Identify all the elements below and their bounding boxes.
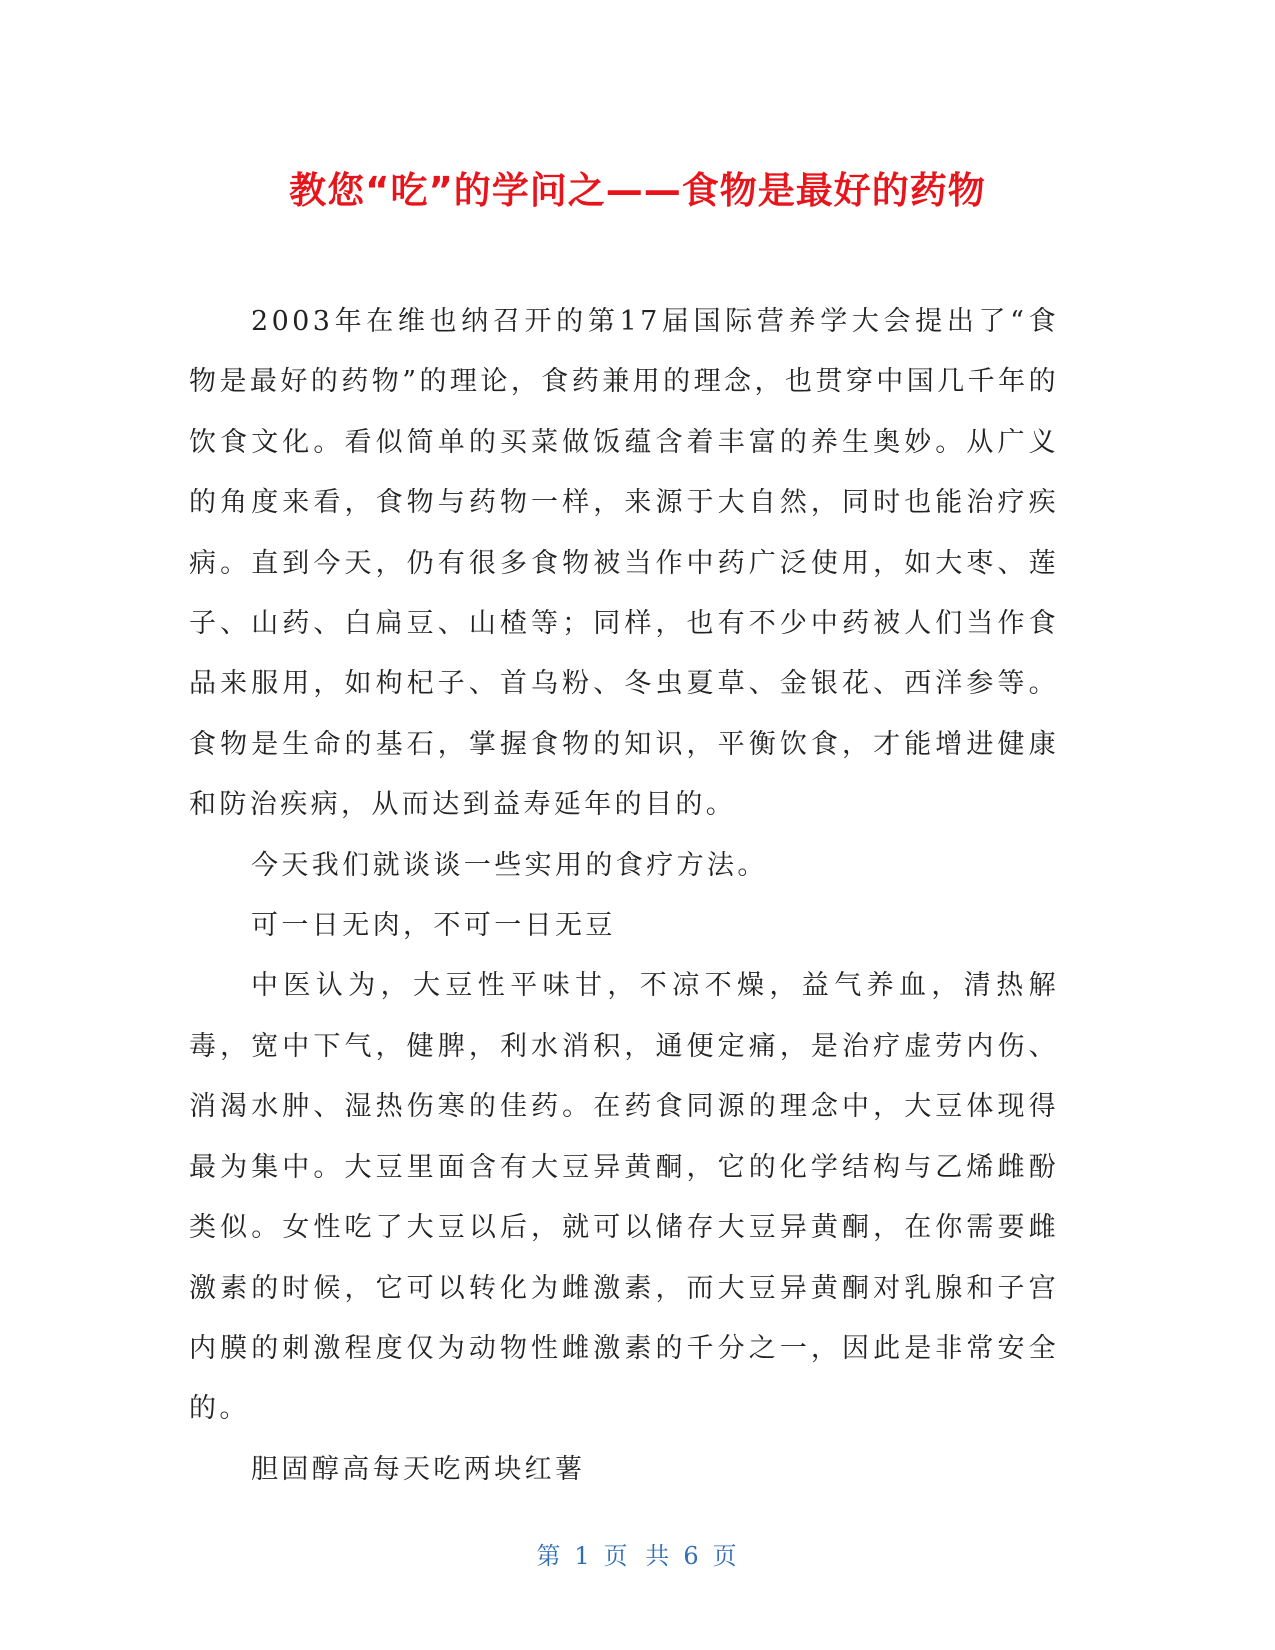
paragraph-today: 今天我们就谈谈一些实用的食疗方法。 [251, 849, 768, 881]
section-heading-soybean: 可一日无肉，不可一日无豆 [251, 910, 616, 942]
document-body [189, 292, 1059, 1500]
section-heading-sweet-potato: 胆固醇高每天吃两块红薯 [251, 1453, 586, 1485]
footer-suffix: 页 [712, 1542, 739, 1570]
paragraph-intro: 2003年在维也纳召开的第17届国际营养学大会提出了“食物是最好的药物”的理论，食药兼用的理念，也贯穿中国几千年的饮食文化。看似简单的买菜做饭蕴含着丰富的养生奥妙。从广义的角度来看，食物与药物一样，来源于大自然，同时也能治疗疾病。直到今天，仍有很多食物被当作中药广泛使用，如大枣、莲子、山药、白扁豆、山楂等；同样，也有不少中药被人们当作食品来服用，如枸杞子、首乌粉、冬虫夏草、金银花、西洋参等。食物是生命的基石，掌握食物的知识，平衡饮食，才能增进健康和防治疾病，从而达到益寿延年的目的。 [189, 306, 1059, 821]
footer-middle: 页 共 [603, 1542, 672, 1570]
footer-current-page: 1 [574, 1542, 592, 1570]
footer-prefix: 第 [536, 1542, 563, 1570]
document-title: 教您“吃”的学问之——食物是最好的药物 [289, 169, 986, 212]
page-number-footer [0, 1540, 1275, 1572]
paragraph-soybean: 中医认为，大豆性平味甘，不凉不燥，益气养血，清热解毒，宽中下气，健脾，利水消积，通便定痛，是治疗虚劳内伤、消渴水肿、湿热伤寒的佳药。在药食同源的理念中，大豆体现得最为集中。大豆里面含有大豆异黄酮，它的化学结构与乙烯雌酚类似。女性吃了大豆以后，就可以储存大豆异黄酮，在你需要雌激素的时候，它可以转化为雌激素，而大豆异黄酮对乳腺和子宫内膜的刺激程度仅为动物性雌激素的千分之一，因此是非常安全的。 [189, 970, 1059, 1425]
footer-total-pages: 6 [683, 1542, 701, 1570]
